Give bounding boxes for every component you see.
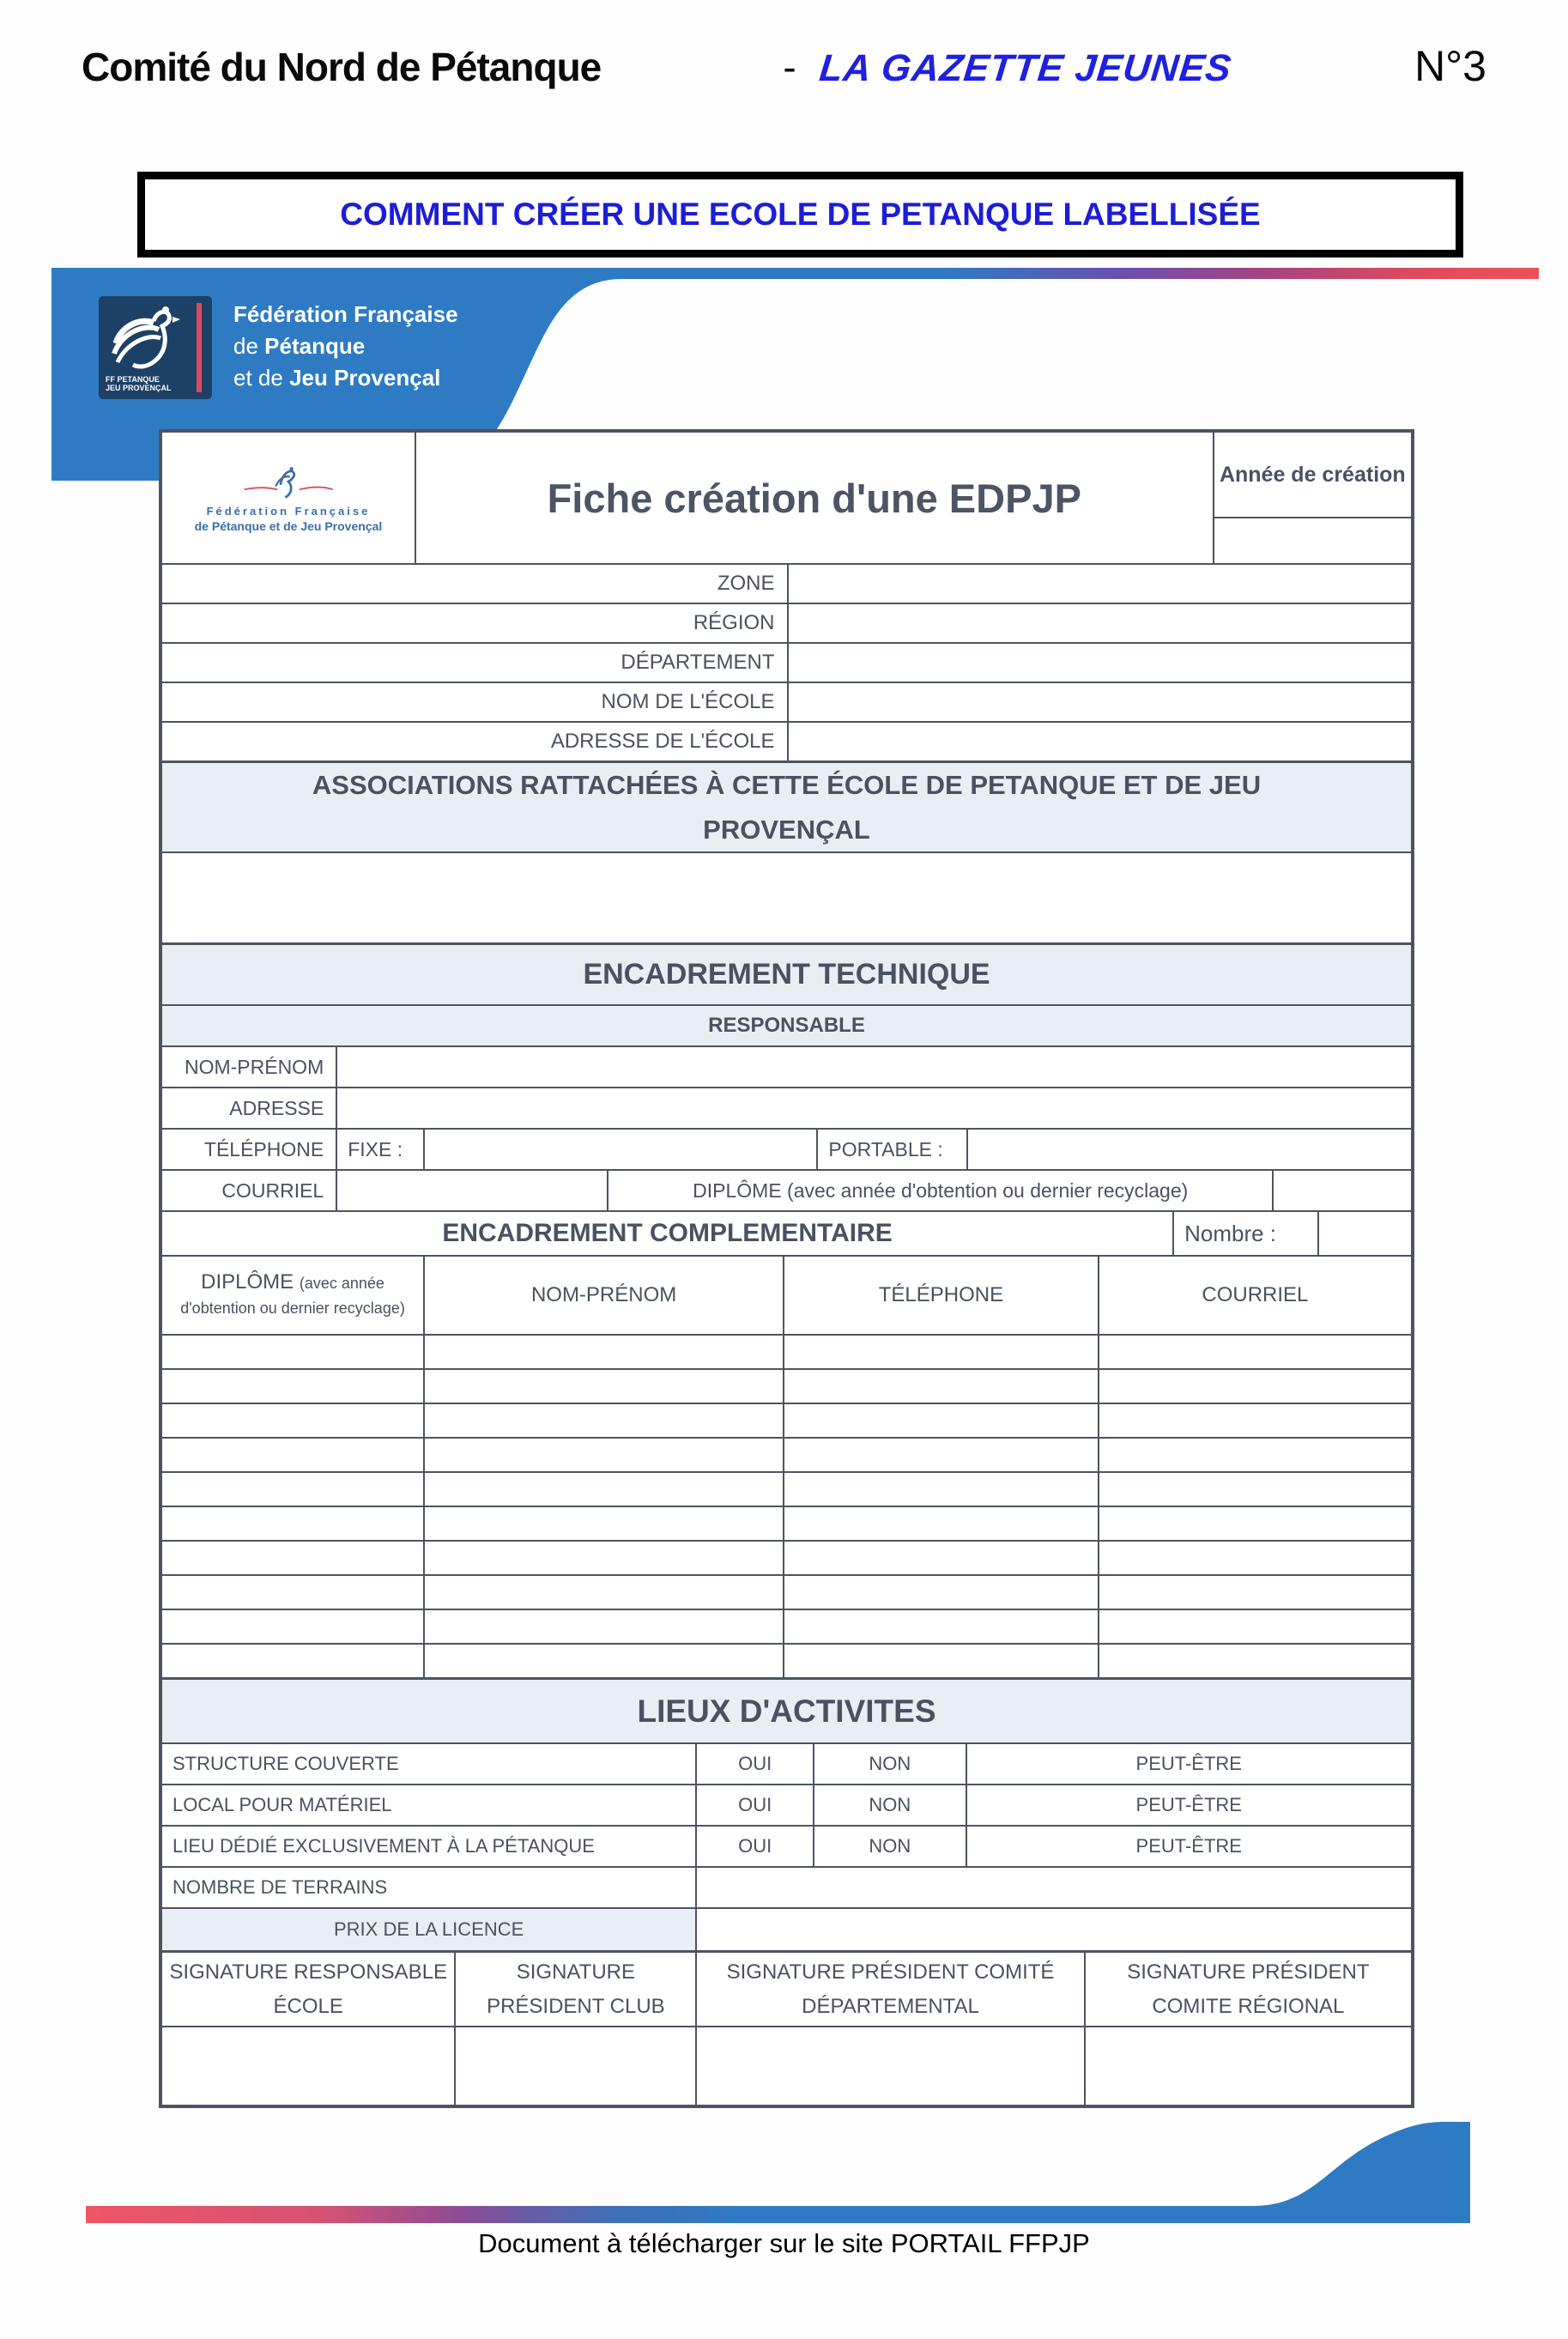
- telephone-label: TÉLÉPHONE: [203, 1137, 324, 1160]
- encadrement-empty-row: [162, 1471, 1411, 1506]
- signature-comite-departemental-label: SIGNATURE PRÉSIDENT COMITÉ DÉPARTEMENTAL: [695, 1953, 1084, 2026]
- region-label: RÉGION: [693, 611, 775, 634]
- diplome-inline-field: [1272, 1171, 1411, 1210]
- lieu-dedie-label: LIEU DÉDIÉ EXCLUSIVEMENT À LA PÉTANQUE: [173, 1835, 595, 1857]
- encadrement-empty-row: [162, 1437, 1411, 1471]
- creation-year-label: Année de création: [1219, 462, 1406, 487]
- encadrement-empty-row: [162, 1334, 1411, 1368]
- adresse-field: [336, 1088, 1411, 1128]
- structure-couverte-row: [162, 1742, 1411, 1784]
- structure-couverte-label: STRUCTURE COUVERTE: [173, 1753, 399, 1774]
- encadrement-empty-row: [162, 1609, 1411, 1643]
- signature-box: [1084, 2027, 1411, 2105]
- telephone-row: [162, 1128, 1411, 1169]
- encadrement-empty-cell: [1098, 1507, 1411, 1540]
- departement-field: [787, 644, 1412, 682]
- encadrement-empty-row: [162, 1368, 1411, 1403]
- encadrement-empty-cell: [423, 1542, 783, 1574]
- option-oui: OUI: [695, 1744, 813, 1784]
- region-row: [162, 603, 1411, 642]
- associations-header-row: [162, 760, 1411, 851]
- lieux-header-row: [162, 1677, 1411, 1742]
- adresse-ecole-field: [787, 723, 1412, 760]
- option-peut-etre: PEUT-ÊTRE: [966, 1827, 1411, 1866]
- encadrement-empty-cell: [1098, 1404, 1411, 1437]
- encadrement-empty-cell: [783, 1336, 1098, 1368]
- col-courriel: COURRIEL: [1098, 1257, 1411, 1334]
- title-banner: [137, 172, 1463, 258]
- encadrement-empty-cell: [423, 1507, 783, 1540]
- encadrement-empty-cell: [162, 1507, 423, 1540]
- diplome-inline-label: DIPLÔME (avec année d'obtention ou dernier recyclage): [607, 1171, 1273, 1210]
- encadrement-empty-row: [162, 1403, 1411, 1437]
- departement-label: DÉPARTEMENT: [621, 651, 775, 674]
- encadrement-empty-cell: [423, 1610, 783, 1643]
- nombre-field: [1317, 1212, 1411, 1255]
- signature-box: [162, 2027, 454, 2105]
- associations-empty-row: [162, 851, 1411, 942]
- nombre-terrains-field: [695, 1868, 1411, 1907]
- encadrement-empty-cell: [423, 1645, 783, 1677]
- encadrement-empty-cell: [162, 1439, 423, 1471]
- nom-ecole-label: NOM DE L'ÉCOLE: [601, 690, 775, 713]
- encadrement-empty-cell: [162, 1404, 423, 1437]
- encadrement-empty-cell: [1098, 1542, 1411, 1574]
- encadrement-empty-cell: [783, 1473, 1098, 1506]
- encadrement-empty-row: [162, 1643, 1411, 1677]
- encadrement-empty-cell: [423, 1439, 783, 1471]
- encadrement-empty-cell: [423, 1404, 783, 1437]
- page-header: [82, 41, 1486, 91]
- prix-licence-label: PRIX DE LA LICENCE: [162, 1909, 695, 1950]
- prix-licence-field: [695, 1909, 1411, 1950]
- local-materiel-row: [162, 1784, 1411, 1825]
- encadrement-empty-cell: [783, 1576, 1098, 1609]
- nombre-terrains-row: [162, 1866, 1411, 1907]
- nom-ecole-field: [787, 683, 1412, 721]
- courriel-row: [162, 1169, 1411, 1210]
- responsable-row: [162, 1004, 1411, 1045]
- encadrement-empty-cell: [1098, 1645, 1411, 1677]
- logo-red-stripe: [197, 303, 202, 392]
- encadrement-empty-cell: [783, 1610, 1098, 1643]
- encadrement-empty-cell: [162, 1645, 423, 1677]
- encadrement-empty-cell: [423, 1336, 783, 1368]
- creation-year-field: [1214, 517, 1411, 563]
- logo-caption: FF PETANQUE JEU PROVENÇAL: [106, 375, 172, 392]
- option-non: NON: [813, 1827, 966, 1866]
- adresse-ecole-row: [162, 721, 1411, 760]
- encadrement-empty-cell: [1098, 1336, 1411, 1368]
- col-diplome: DIPLÔME (avec année d'obtention ou dernier recyclage): [180, 1270, 405, 1317]
- federation-line-3: et de Jeu Provençal: [233, 365, 441, 391]
- portable-label: PORTABLE :: [816, 1130, 966, 1169]
- encadrement-empty-cell: [423, 1370, 783, 1403]
- encadrement-complementaire-header: ENCADREMENT COMPLEMENTAIRE: [442, 1219, 893, 1247]
- col-telephone: TÉLÉPHONE: [783, 1257, 1098, 1334]
- encadrement-empty-cell: [423, 1473, 783, 1506]
- zone-label: ZONE: [717, 572, 775, 595]
- form-logo-line2: de Pétanque et de Jeu Provençal: [194, 519, 383, 533]
- signature-box: [695, 2027, 1084, 2105]
- option-non: NON: [813, 1785, 966, 1825]
- region-field: [787, 604, 1412, 642]
- zone-row: [162, 563, 1411, 603]
- encadrement-empty-cell: [1098, 1370, 1411, 1403]
- signature-responsable-label: SIGNATURE RESPONSABLE ÉCOLE: [169, 1960, 448, 2018]
- form-logo-line1: Fédération Française: [206, 505, 371, 518]
- adresse-ecole-label: ADRESSE DE L'ÉCOLE: [550, 730, 775, 753]
- option-oui: OUI: [695, 1827, 813, 1866]
- local-materiel-label: LOCAL POUR MATÉRIEL: [173, 1794, 392, 1815]
- option-peut-etre: PEUT-ÊTRE: [966, 1785, 1411, 1825]
- encadrement-empty-rows: [162, 1334, 1411, 1677]
- fixe-label: FIXE :: [336, 1130, 423, 1169]
- gazette-title: LA GAZETTE JEUNES: [817, 47, 1234, 89]
- col-nom-prenom: NOM-PRÉNOM: [423, 1257, 783, 1334]
- departement-row: [162, 642, 1411, 682]
- nom-prenom-field: [336, 1047, 1411, 1087]
- signature-box: [454, 2027, 695, 2105]
- encadrement-empty-cell: [423, 1576, 783, 1609]
- ffpjp-logo: [99, 296, 212, 399]
- signature-president-club-label: SIGNATURE PRÉSIDENT CLUB: [454, 1953, 695, 2026]
- encadrement-empty-cell: [783, 1370, 1098, 1403]
- issue-number: N°3: [1414, 42, 1486, 90]
- encadrement-empty-cell: [783, 1404, 1098, 1437]
- encadrement-empty-cell: [162, 1473, 423, 1506]
- form-header-row: [162, 433, 1411, 563]
- encadrement-complementaire-row: [162, 1210, 1411, 1255]
- header-separator: -: [783, 45, 796, 89]
- fixe-field: [423, 1130, 816, 1169]
- encadrement-empty-cell: [162, 1542, 423, 1574]
- associations-header: ASSOCIATIONS RATTACHÉES À CETTE ÉCOLE DE PETANQUE ET DE JEU PROVENÇAL: [162, 763, 1411, 851]
- responsable-header: RESPONSABLE: [162, 1006, 1411, 1045]
- encadrement-empty-cell: [162, 1610, 423, 1643]
- nom-prenom-label: NOM-PRÉNOM: [184, 1055, 324, 1078]
- prix-licence-row: [162, 1907, 1411, 1950]
- option-non: NON: [813, 1744, 966, 1784]
- encadrement-empty-cell: [1098, 1610, 1411, 1643]
- nombre-terrains-label: NOMBRE DE TERRAINS: [173, 1876, 388, 1898]
- encadrement-empty-row: [162, 1574, 1411, 1609]
- encadrement-empty-row: [162, 1540, 1411, 1574]
- option-oui: OUI: [695, 1785, 813, 1825]
- encadrement-empty-cell: [783, 1507, 1098, 1540]
- title-banner-text: COMMENT CRÉER UNE ECOLE DE PETANQUE LABELLISÉE: [340, 197, 1261, 232]
- nombre-label: Nombre :: [1172, 1212, 1317, 1255]
- rooster-icon: [104, 300, 190, 379]
- associations-field: [162, 853, 1411, 942]
- form-title: Fiche création d'une EDPJP: [415, 433, 1213, 563]
- footer-note: Document à télécharger sur le site PORTAIL FFPJP: [478, 2228, 1090, 2258]
- encadrement-table-header: [162, 1255, 1411, 1334]
- edpjp-creation-form: [159, 429, 1414, 2108]
- nom-prenom-row: [162, 1045, 1411, 1087]
- portable-field: [966, 1130, 1411, 1169]
- lieu-dedie-row: [162, 1825, 1411, 1866]
- federation-line-1: Fédération Française: [233, 301, 458, 327]
- encadrement-empty-cell: [1098, 1439, 1411, 1471]
- encadrement-empty-cell: [1098, 1473, 1411, 1506]
- nom-ecole-row: [162, 682, 1411, 721]
- zone-field: [787, 565, 1412, 603]
- small-rooster-icon: [237, 463, 340, 502]
- encadrement-empty-cell: [783, 1645, 1098, 1677]
- courriel-label: COURRIEL: [221, 1179, 324, 1202]
- committee-title: Comité du Nord de Pétanque: [82, 45, 602, 89]
- encadrement-empty-cell: [1098, 1576, 1411, 1609]
- signature-comite-regional-label: SIGNATURE PRÉSIDENT COMITE RÉGIONAL: [1084, 1953, 1411, 2026]
- gradient-strip: [51, 268, 1539, 279]
- bottom-wave-graphic: [86, 2118, 1472, 2226]
- encadrement-empty-cell: [162, 1336, 423, 1368]
- encadrement-empty-cell: [162, 1576, 423, 1609]
- signature-header-row: [162, 1950, 1411, 2026]
- encadrement-empty-cell: [162, 1370, 423, 1403]
- federation-line-2: de Pétanque: [233, 333, 366, 359]
- federation-name: [233, 299, 458, 394]
- encadrement-empty-row: [162, 1506, 1411, 1540]
- courriel-field: [336, 1171, 607, 1210]
- option-peut-etre: PEUT-ÊTRE: [966, 1744, 1411, 1784]
- creation-year-column: [1213, 433, 1411, 563]
- lieux-header: LIEUX D'ACTIVITES: [162, 1680, 1411, 1742]
- encadrement-technique-row: [162, 942, 1411, 1004]
- encadrement-empty-cell: [783, 1542, 1098, 1574]
- adresse-label: ADRESSE: [229, 1096, 324, 1119]
- encadrement-empty-cell: [783, 1439, 1098, 1471]
- adresse-row: [162, 1087, 1411, 1128]
- form-logo-cell: [162, 433, 415, 563]
- encadrement-technique-header: ENCADREMENT TECHNIQUE: [162, 945, 1411, 1004]
- signature-box-row: [162, 2026, 1411, 2105]
